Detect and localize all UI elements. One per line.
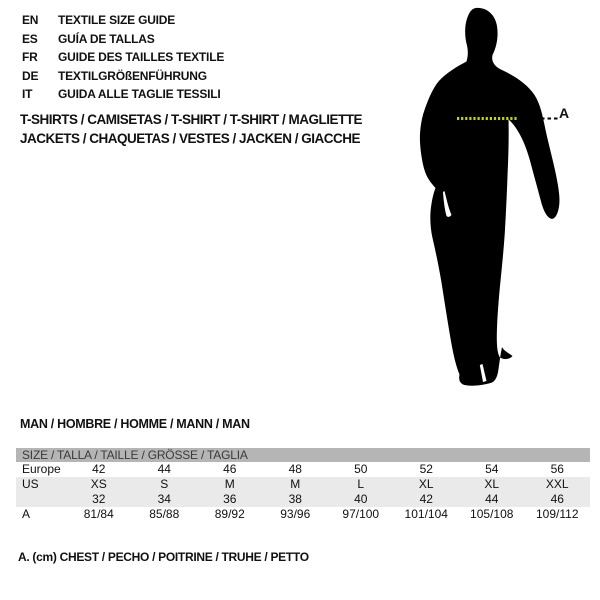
category-tshirts: T-SHIRTS / CAMISETAS / T-SHIRT / T-SHIRT / MAGLIETTE	[20, 112, 363, 127]
table-cell: XL	[418, 477, 434, 491]
table-cell: 105/108	[470, 507, 514, 521]
table-cell: 50	[354, 462, 368, 476]
measurement-label-a: A	[559, 105, 570, 121]
language-row-it	[22, 85, 224, 104]
language-code: ES	[22, 31, 38, 46]
table-cell: 42	[92, 462, 106, 476]
language-row-en	[22, 11, 224, 30]
language-code: EN	[22, 13, 39, 27]
row-label: Europe	[22, 462, 61, 476]
table-cell: 36	[223, 492, 237, 506]
table-cell: 34	[157, 492, 171, 506]
table-cell: M	[290, 477, 301, 491]
table-cell: 42	[419, 492, 433, 506]
category-jackets: JACKETS / CHAQUETAS / VESTES / JACKEN / GIACCHE	[20, 130, 361, 146]
table-row-us-numeric	[16, 492, 590, 507]
table-cell: XXL	[545, 477, 569, 491]
table-cell: S	[160, 477, 169, 491]
table-cell: 85/88	[149, 507, 180, 521]
table-cell: 48	[288, 462, 302, 476]
man-body-shape	[420, 8, 560, 386]
table-cell: 32	[92, 492, 106, 506]
table-cell: XS	[90, 477, 107, 491]
table-row-europe	[16, 462, 590, 477]
language-code: DE	[22, 68, 39, 83]
man-silhouette	[405, 5, 585, 395]
row-label	[16, 492, 66, 507]
language-label: GUIDE DES TAILLES TEXTILE	[58, 50, 225, 64]
language-row-es	[22, 30, 224, 49]
language-label: TEXTILE SIZE GUIDE	[58, 13, 176, 27]
table-cell: 97/100	[342, 507, 380, 521]
table-cell: 109/112	[536, 507, 579, 521]
language-row-fr	[22, 48, 224, 67]
size-table-header: SIZE / TALLA / TAILLE / GRÖSSE / TAGLIA	[16, 448, 590, 462]
table-row-us	[16, 477, 590, 492]
row-label: US	[22, 477, 39, 491]
table-cell: 40	[354, 492, 368, 506]
size-table	[16, 448, 590, 522]
section-title-man: MAN / HOMBRE / HOMME / MANN / MAN	[20, 417, 250, 431]
table-cell: 46	[223, 462, 237, 476]
table-cell: 54	[485, 462, 499, 476]
table-cell: L	[357, 477, 365, 491]
language-code: FR	[22, 50, 38, 64]
language-label: TEXTILGRÖßENFÜHRUNG	[58, 68, 207, 83]
table-cell: 52	[419, 462, 433, 476]
table-cell: 89/92	[214, 507, 245, 521]
measurement-footnote: A. (cm) CHEST / PECHO / POITRINE / TRUHE / PETTO	[18, 550, 309, 564]
language-label: GUIDA ALLE TAGLIE TESSILI	[58, 87, 221, 101]
table-cell: XL	[484, 477, 500, 491]
table-cell: M	[224, 477, 235, 491]
table-cell: 81/84	[83, 507, 114, 521]
table-row-chest-cm	[16, 507, 590, 522]
table-cell: 44	[485, 492, 499, 506]
table-cell: 56	[550, 462, 564, 476]
language-code: IT	[22, 87, 33, 101]
row-label: A	[22, 507, 31, 521]
language-guide-list	[22, 11, 224, 104]
language-label: GUÍA DE TALLAS	[58, 31, 155, 46]
table-cell: 93/96	[280, 507, 311, 521]
table-cell: 101/104	[404, 507, 448, 521]
man-silhouette-figure	[405, 5, 585, 395]
table-cell: 44	[157, 462, 171, 476]
table-cell: 38	[288, 492, 302, 506]
garment-categories	[20, 111, 362, 148]
language-row-de	[22, 67, 224, 86]
table-cell: 46	[550, 492, 564, 506]
